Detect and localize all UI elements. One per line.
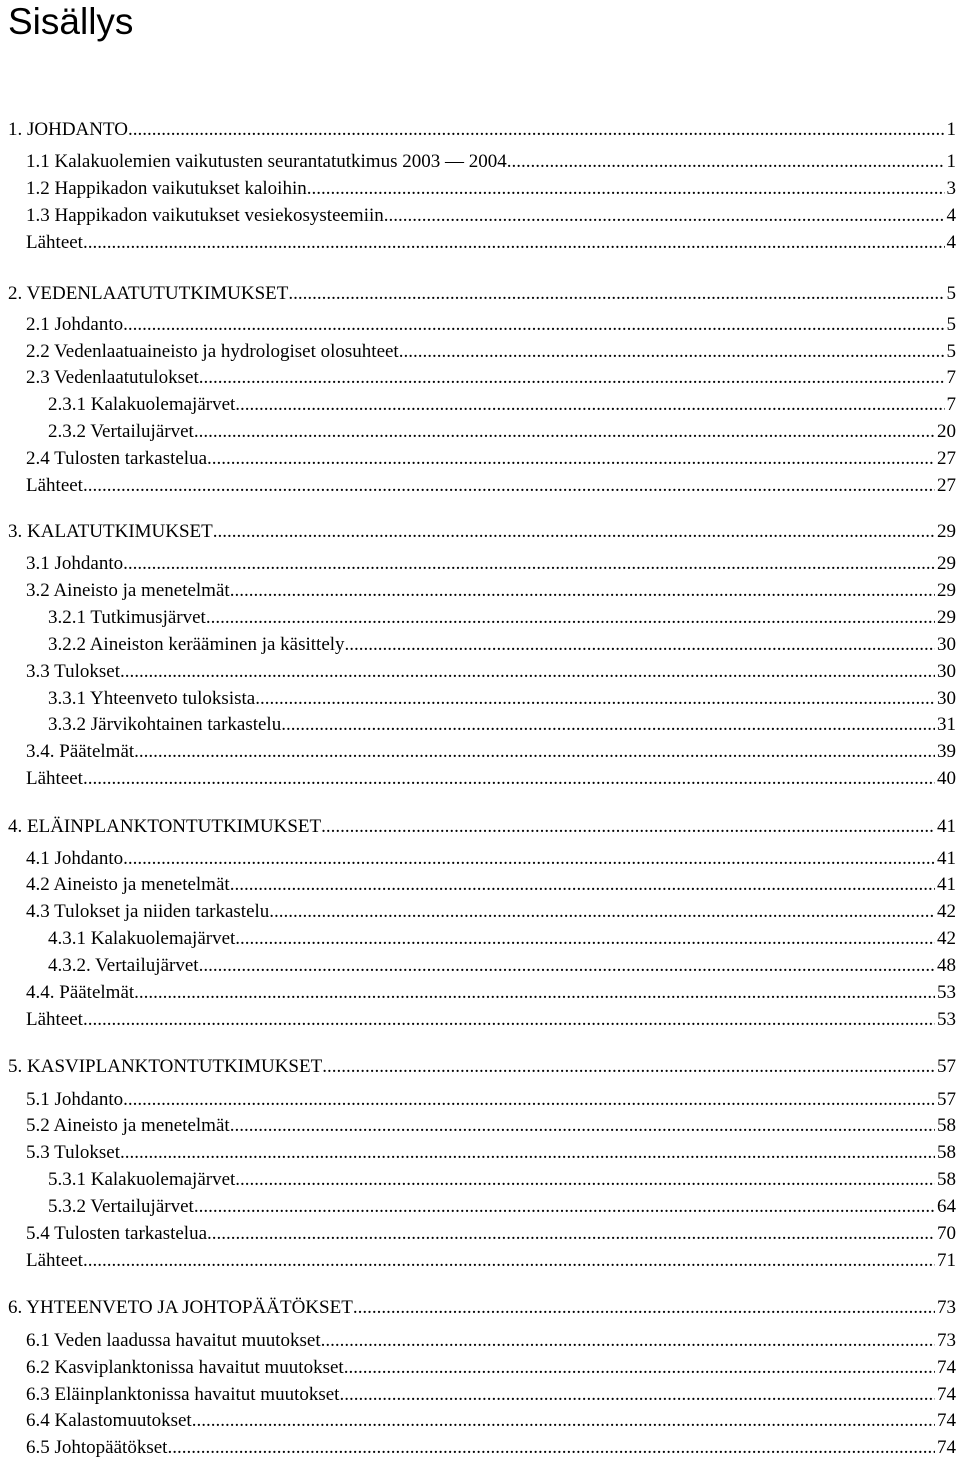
toc-dot-leader — [192, 1407, 935, 1434]
toc-entry-label: 4.3.1 Kalakuolemajärvet — [48, 928, 236, 949]
toc-entry-label: 2.2 Vedenlaatuaineisto ja hydrologiset olosuhteet — [26, 341, 399, 362]
toc-entry[interactable] — [0, 952, 960, 979]
toc-dot-leader — [83, 1247, 935, 1274]
toc-entry-page-number: 74 — [937, 1410, 956, 1431]
toc-entry-page-number: 41 — [937, 848, 956, 869]
toc-dot-leader — [288, 280, 944, 307]
toc-entry[interactable] — [0, 845, 960, 872]
toc-entry[interactable] — [0, 631, 960, 658]
toc-entry-label: 1. JOHDANTO — [8, 119, 128, 140]
toc-entry-label: 5.3 Tulokset — [26, 1142, 120, 1163]
toc-entry-page-number: 4 — [946, 205, 956, 226]
toc-entry-label: 2. VEDENLAATUTUTKIMUKSET — [8, 283, 289, 304]
toc-entry[interactable] — [0, 391, 960, 418]
toc-entry[interactable] — [0, 202, 960, 229]
toc-entry-label: 5.3.2 Vertailujärvet — [48, 1196, 194, 1217]
toc-entry-page-number: 64 — [937, 1196, 956, 1217]
toc-dot-leader — [507, 148, 945, 175]
toc-entry-label: Lähteet — [26, 1250, 83, 1271]
toc-entry[interactable] — [0, 1247, 960, 1274]
toc-dot-leader — [123, 311, 944, 338]
toc-entry-label: 3.3.2 Järvikohtainen tarkastelu — [48, 714, 282, 735]
toc-entry-page-number: 3 — [946, 178, 956, 199]
toc-dot-leader — [321, 1327, 935, 1354]
toc-dot-leader — [339, 1381, 935, 1408]
toc-entry-page-number: 74 — [937, 1384, 956, 1405]
toc-entry[interactable] — [0, 738, 960, 765]
toc-entry-label: 3.4. Päätelmät — [26, 741, 135, 762]
toc-dot-leader — [281, 711, 935, 738]
toc-entry-page-number: 58 — [937, 1115, 956, 1136]
toc-entry-label: 3.2.1 Tutkimusjärvet — [48, 607, 206, 628]
toc-entry-page-number: 74 — [937, 1437, 956, 1458]
toc-entry-label: 2.3 Vedenlaatutulokset — [26, 367, 199, 388]
toc-entry-label: 5.4 Tulosten tarkastelua — [26, 1223, 208, 1244]
toc-entry[interactable] — [0, 418, 960, 445]
toc-entry[interactable] — [0, 116, 960, 143]
toc-entry[interactable] — [0, 577, 960, 604]
toc-dot-leader — [199, 952, 935, 979]
toc-entry-page-number: 40 — [937, 768, 956, 789]
toc-entry[interactable] — [0, 311, 960, 338]
toc-entry[interactable] — [0, 685, 960, 712]
toc-entry-label: 6.4 Kalastomuutokset — [26, 1410, 192, 1431]
toc-entry[interactable] — [0, 1166, 960, 1193]
toc-entry-label: 2.4 Tulosten tarkastelua — [26, 448, 208, 469]
toc-entry-label: 4.4. Päätelmät — [26, 982, 135, 1003]
toc-entry-page-number: 30 — [937, 661, 956, 682]
toc-entry-page-number: 1 — [946, 119, 956, 140]
toc-dot-leader — [207, 445, 935, 472]
toc-dot-leader — [384, 202, 945, 229]
toc-entry-label: Lähteet — [26, 1009, 83, 1030]
toc-dot-leader — [199, 364, 945, 391]
toc-entry[interactable] — [0, 1139, 960, 1166]
toc-entry-label: 2.3.1 Kalakuolemajärvet — [48, 394, 236, 415]
toc-entry-label: 4.1 Johdanto — [26, 848, 124, 869]
toc-entry-page-number: 70 — [937, 1223, 956, 1244]
toc-entry-page-number: 1 — [946, 151, 956, 172]
toc-entry[interactable] — [0, 1193, 960, 1220]
toc-entry[interactable] — [0, 1053, 960, 1080]
toc-dot-leader — [322, 1053, 935, 1080]
toc-dot-leader — [344, 1354, 935, 1381]
toc-entry-label: Lähteet — [26, 768, 83, 789]
toc-entry-page-number: 57 — [937, 1056, 956, 1077]
toc-entry[interactable] — [0, 658, 960, 685]
toc-entry[interactable] — [0, 925, 960, 952]
toc-entry[interactable] — [0, 472, 960, 499]
toc-entry-label: 5.3.1 Kalakuolemajärvet — [48, 1169, 236, 1190]
toc-dot-leader — [206, 604, 935, 631]
toc-entry[interactable] — [0, 1327, 960, 1354]
toc-dot-leader — [399, 338, 945, 365]
toc-entry[interactable] — [0, 979, 960, 1006]
toc-entry-page-number: 5 — [946, 314, 956, 335]
toc-dot-leader — [134, 738, 935, 765]
toc-dot-leader — [134, 979, 935, 1006]
toc-entry-page-number: 41 — [937, 816, 956, 837]
toc-dot-leader — [123, 845, 935, 872]
toc-entry[interactable] — [0, 1354, 960, 1381]
toc-dot-leader — [120, 658, 935, 685]
toc-entry-label: 4.3 Tulokset ja niiden tarkastelu — [26, 901, 270, 922]
toc-entry-label: 3.1 Johdanto — [26, 553, 124, 574]
toc-entry-page-number: 39 — [937, 741, 956, 762]
toc-entry-page-number: 73 — [937, 1297, 956, 1318]
toc-dot-leader — [207, 1220, 935, 1247]
toc-entry-page-number: 58 — [937, 1142, 956, 1163]
toc-entry-label: 6.2 Kasviplanktonissa havaitut muutokset — [26, 1357, 344, 1378]
toc-entry[interactable] — [0, 148, 960, 175]
toc-entry-label: 3.2.2 Aineiston kerääminen ja käsittely — [48, 634, 345, 655]
toc-dot-leader — [83, 765, 935, 792]
toc-dot-leader — [255, 685, 935, 712]
toc-entry[interactable] — [0, 765, 960, 792]
toc-entry-label: 6.5 Johtopäätökset — [26, 1437, 168, 1458]
toc-entry[interactable] — [0, 1112, 960, 1139]
toc-entry-page-number: 27 — [937, 475, 956, 496]
toc-entry-page-number: 74 — [937, 1357, 956, 1378]
toc-entry-page-number: 57 — [937, 1089, 956, 1110]
toc-entry-page-number: 29 — [937, 607, 956, 628]
toc-entry[interactable] — [0, 1220, 960, 1247]
toc-dot-leader — [321, 813, 935, 840]
page-title: Sisällys — [8, 1, 134, 42]
toc-entry-label: 5.1 Johdanto — [26, 1089, 124, 1110]
toc-entry-page-number: 27 — [937, 448, 956, 469]
toc-entry[interactable] — [0, 550, 960, 577]
toc-dot-leader — [194, 418, 935, 445]
toc-entry-page-number: 53 — [937, 1009, 956, 1030]
toc-entry-label: 3.2 Aineisto ja menetelmät — [26, 580, 230, 601]
toc-entry-page-number: 73 — [937, 1330, 956, 1351]
toc-dot-leader — [194, 1193, 935, 1220]
toc-entry[interactable] — [0, 1006, 960, 1033]
toc-entry-label: 4.2 Aineisto ja menetelmät — [26, 874, 230, 895]
toc-dot-leader — [230, 871, 935, 898]
toc-dot-leader — [307, 175, 945, 202]
toc-dot-leader — [120, 1139, 935, 1166]
toc-dot-leader — [83, 472, 935, 499]
toc-entry-page-number: 31 — [937, 714, 956, 735]
toc-entry[interactable] — [0, 1407, 960, 1434]
toc-entry-page-number: 30 — [937, 634, 956, 655]
toc-dot-leader — [345, 631, 935, 658]
toc-entry-label: 2.1 Johdanto — [26, 314, 124, 335]
toc-dot-leader — [213, 518, 935, 545]
toc-dot-leader — [353, 1294, 935, 1321]
toc-entry-page-number: 30 — [937, 688, 956, 709]
toc-entry-page-number: 53 — [937, 982, 956, 1003]
toc-entry[interactable] — [0, 229, 960, 256]
toc-entry-label: 4. ELÄINPLANKTONTUTKIMUKSET — [8, 816, 322, 837]
toc-entry-label: 5.2 Aineisto ja menetelmät — [26, 1115, 230, 1136]
toc-entry-page-number: 29 — [937, 521, 956, 542]
toc-entry-page-number: 42 — [937, 901, 956, 922]
toc-entry-label: Lähteet — [26, 475, 83, 496]
toc-dot-leader — [235, 925, 935, 952]
toc-entry-label: 4.3.2. Vertailujärvet — [48, 955, 199, 976]
toc-entry-label: 3.3.1 Yhteenveto tuloksista — [48, 688, 256, 709]
toc-entry[interactable] — [0, 445, 960, 472]
toc-dot-leader — [123, 550, 935, 577]
toc-entry-label: 1.1 Kalakuolemien vaikutusten seurantatutkimus 2003 — 2004 — [26, 151, 507, 172]
toc-entry-page-number: 42 — [937, 928, 956, 949]
toc-entry[interactable] — [0, 280, 960, 307]
toc-entry-label: 6. YHTEENVETO JA JOHTOPÄÄTÖKSET — [8, 1297, 353, 1318]
toc-entry-label: 3.3 Tulokset — [26, 661, 120, 682]
toc-entry[interactable] — [0, 175, 960, 202]
toc-entry[interactable] — [0, 711, 960, 738]
toc-entry-page-number: 5 — [946, 341, 956, 362]
toc-entry-page-number: 7 — [946, 367, 956, 388]
toc-entry[interactable] — [0, 1086, 960, 1113]
toc-entry[interactable] — [0, 364, 960, 391]
toc-entry-label: 6.1 Veden laadussa havaitut muutokset — [26, 1330, 321, 1351]
toc-entry-label: 5. KASVIPLANKTONTUTKIMUKSET — [8, 1056, 323, 1077]
toc-entry-page-number: 71 — [937, 1250, 956, 1271]
toc-entry[interactable] — [0, 1294, 960, 1321]
toc-entry[interactable] — [0, 604, 960, 631]
toc-entry[interactable] — [0, 1434, 960, 1461]
toc-entry-page-number: 29 — [937, 553, 956, 574]
toc-entry-page-number: 29 — [937, 580, 956, 601]
toc-entry[interactable] — [0, 871, 960, 898]
toc-entry-label: 2.3.2 Vertailujärvet — [48, 421, 194, 442]
toc-dot-leader — [235, 1166, 935, 1193]
toc-entry-page-number: 5 — [946, 283, 956, 304]
toc-entry-page-number: 7 — [946, 394, 956, 415]
toc-entry-label: 1.3 Happikadon vaikutukset vesiekosysteemiin — [26, 205, 384, 226]
toc-dot-leader — [230, 1112, 935, 1139]
toc-entry-label: 6.3 Eläinplanktonissa havaitut muutokset — [26, 1384, 340, 1405]
toc-dot-leader — [83, 229, 945, 256]
toc-entry[interactable] — [0, 898, 960, 925]
toc-dot-leader — [230, 577, 935, 604]
toc-dot-leader — [83, 1006, 935, 1033]
toc-entry-page-number: 58 — [937, 1169, 956, 1190]
toc-entry-label: 3. KALATUTKIMUKSET — [8, 521, 213, 542]
toc-entry-page-number: 4 — [946, 232, 956, 253]
toc-dot-leader — [128, 116, 945, 143]
toc-entry-label: 1.2 Happikadon vaikutukset kaloihin — [26, 178, 307, 199]
toc-entry-label: Lähteet — [26, 232, 83, 253]
toc-entry-page-number: 48 — [937, 955, 956, 976]
toc-entry[interactable] — [0, 1381, 960, 1408]
toc-dot-leader — [269, 898, 935, 925]
toc-dot-leader — [123, 1086, 935, 1113]
toc-dot-leader — [235, 391, 944, 418]
toc-entry-page-number: 20 — [937, 421, 956, 442]
toc-dot-leader — [167, 1434, 935, 1461]
toc-entry[interactable] — [0, 813, 960, 840]
toc-entry[interactable] — [0, 338, 960, 365]
toc-entry[interactable] — [0, 518, 960, 545]
toc-entry-page-number: 41 — [937, 874, 956, 895]
